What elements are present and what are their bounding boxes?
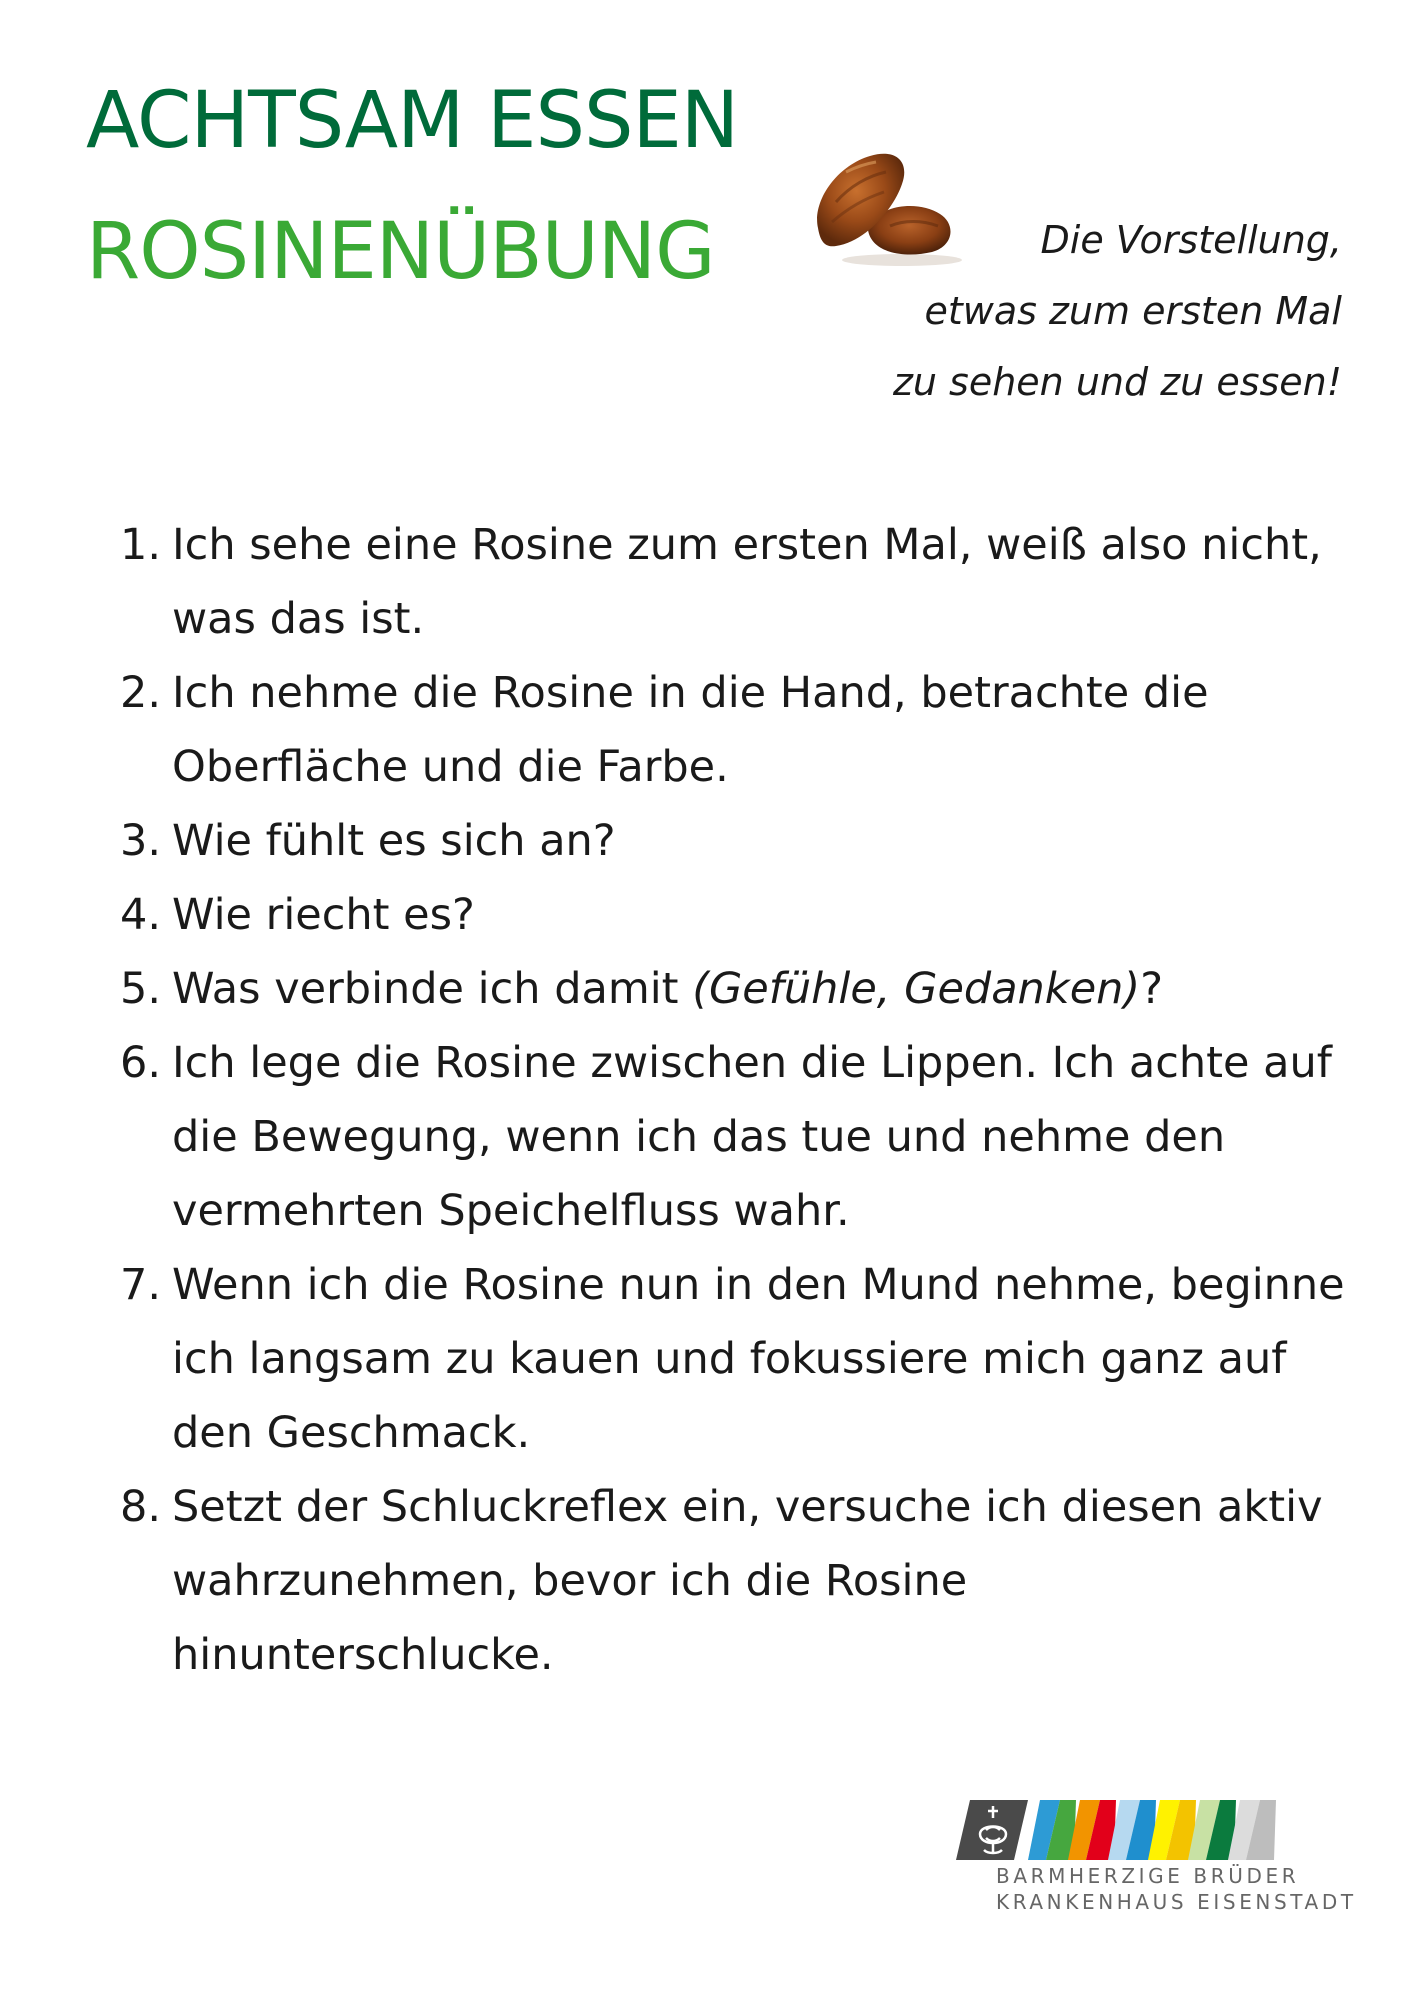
intro-quote [822, 205, 1342, 418]
step-number: 1. [120, 520, 162, 570]
list-item [120, 1248, 1360, 1470]
step-number: 4. [120, 890, 162, 940]
step-number: 2. [120, 668, 162, 718]
list-item [120, 656, 1360, 804]
page-title: ACHTSAM ESSEN [86, 76, 739, 166]
step-number: 7. [120, 1260, 162, 1310]
list-item [120, 804, 1360, 878]
org-name-line1: BARMHERZIGE BRÜDER [996, 1864, 1300, 1888]
quote-line: Die Vorstellung, [1040, 218, 1342, 262]
step-text: Ich nehme die Rosine in die Hand, betrachte die Oberfläche und die Farbe. [172, 668, 1209, 792]
step-number: 6. [120, 1038, 162, 1088]
list-item [120, 878, 1360, 952]
quote-line: etwas zum ersten Mal [924, 289, 1342, 333]
page-subtitle: ROSINENÜBUNG [86, 207, 715, 297]
step-text: Ich lege die Rosine zwischen die Lippen. Ich achte auf die Bewegung, wenn ich das tue und nehme den vermehrten Speichelfluss wahr. [172, 1038, 1332, 1236]
list-item [120, 952, 1360, 1026]
org-name-line2: KRANKENHAUS EISENSTADT [996, 1890, 1357, 1914]
step-number: 5. [120, 964, 162, 1014]
quote-line: zu sehen und zu essen! [892, 360, 1342, 404]
step-suffix: ? [1140, 964, 1164, 1014]
list-item [120, 508, 1360, 656]
step-list [120, 508, 1360, 1692]
list-item [120, 1026, 1360, 1248]
step-text: Wie fühlt es sich an? [172, 816, 616, 866]
step-number: 3. [120, 816, 162, 866]
step-text: Ich sehe eine Rosine zum ersten Mal, weiß also nicht, was das ist. [172, 520, 1322, 644]
step-text: Was verbinde ich damit [172, 964, 679, 1014]
step-number: 8. [120, 1482, 162, 1532]
step-text: Wenn ich die Rosine nun in den Mund nehme, beginne ich langsam zu kauen und fokussiere mich ganz auf den Geschmack. [172, 1260, 1345, 1458]
list-item [120, 1470, 1360, 1692]
step-text: Setzt der Schluckreflex ein, versuche ich diesen aktiv wahrzunehmen, bevor ich die Rosine hinunterschlucke. [172, 1482, 1323, 1680]
step-text: Wie riecht es? [172, 890, 475, 940]
step-emphasis: (Gefühle, Gedanken) [692, 964, 1141, 1014]
